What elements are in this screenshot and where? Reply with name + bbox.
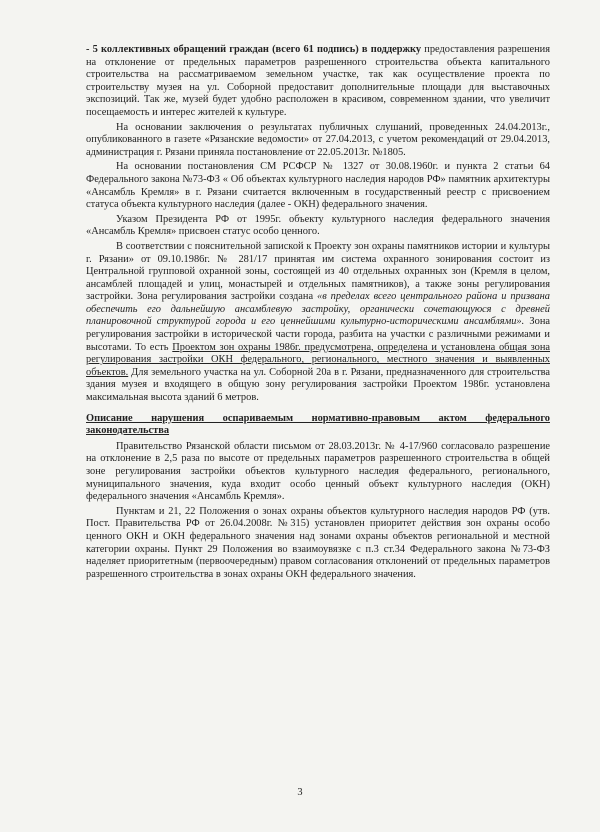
- zoning-text-a: В соответствии с пояснительной запиской к Проекту зон охраны памятников истории и культуры г. Рязани» от 09.10.1986г. № 281/17 принятая им система охранного зонирования состоит из Центральной групповой охранной зоны, состоящей из 40 отдельных охранных зон (Кремля в целом, ансамблей площадей и улиц, монастырей и отдельных памятников), а также зоны регулирования застройки. Зона регулирования застройки создана: [86, 240, 550, 303]
- paragraph-appeals: [86, 44, 550, 120]
- paragraph-hearings: На основании заключения о результатах публичных слушаний, проведенных 24.04.2013г., опубликованного в газете «Рязанские ведомости» от 27.04.2013, с учетом рекомендаций от 29.04.2013, администрация г. Рязани приняла постановление от 22.05.2013г. №1805.: [86, 121, 550, 158]
- page-number: 3: [297, 787, 303, 798]
- paragraph-resolution-1327: На основании постановления СМ РСФСР № 1327 от 30.08.1960г. и пункта 2 статьи 64 Федерального закона №73-ФЗ « Об объектах культурного наследия народов РФ» памятник архитектуры «Ансамбль Кремля» в г. Рязани считается включенным в государственный реестр с присвоением статуса объекта культурного наследия (далее - ОКН) федерального значения.: [86, 161, 550, 211]
- paragraph-government-letter: Правительство Рязанской области письмом от 28.03.2013г. № 4-17/960 согласовало разрешение на отклонение в 2,5 раза по высоте от предельных параметров разрешенного строительства в общей зоне регулирования застройки объектов культурного наследия федерального, регионального, муниципального значения, куда входит особо ценный объект культурного наследия (ОКН) федерального значения «Ансамбль Кремля».: [86, 440, 550, 503]
- zoning-quote-italic: «в пределах всего центрального района и призвана обеспечить его дальнейшую ансамблевую застройку, органически сочетающуюся с древней планировочной структурой города и его ценнейшими культурно-историческими ансамблями».: [86, 291, 550, 328]
- paragraph-zoning-project: [86, 241, 550, 405]
- paragraph-presidential-decree: Указом Президента РФ от 1995г. объекту культурного наследия федерального значения «Ансамбль Кремля» присвоен статус особо ценного.: [86, 213, 550, 238]
- zoning-underlined: Проектом зон охраны 1986г. предусмотрена, определена и установлена общая зона регулирования застройки ОКН федерального, регионального, местного значения и выявленных объектов.: [86, 341, 551, 378]
- paragraph-regulations: Пунктам и 21, 22 Положения о зонах охраны объектов культурного наследия народов РФ (утв. Пост. Правительства РФ от 26.04.2008г. №315) установлен приоритет действия зон охраны особо ценного ОКН и ОКН федерального значения над зонами охраны объектов региональной и местной категории охраны. Пункт 29 Положения во взаимоувязке с п.3 ст.34 Федерального закона №73-ФЗ наделяет приоритетным (первоочередным) правом согласования отклонений от предельных параметров разрешенного строительства в зонах охраны ОКН федерального значения.: [86, 505, 550, 580]
- zoning-text-b: Зона регулирования застройки в исторической части города, разбита на участки с различными режимами и высотами. То есть: [86, 316, 550, 353]
- appeals-lead-bold: - 5 коллективных обращений граждан (всего 61 подпись) в поддержку: [86, 44, 422, 55]
- appeals-text: предоставления разрешения на отклонение от предельных параметров разрешенного строительства объекта капитального строительства на рассматриваемом земельном участке, так как осуществление проекта по строительству музея на ул. Соборной предоставит дополнительные площади для выставочных экспозиций. Так же, музей будет удобно расположен в красивом, современном здании, что увеличит посещаемость и интерес жителей к культуре.: [86, 44, 551, 118]
- zoning-text-c: Для земельного участка на ул. Соборной 20а в г. Рязани, предназначенного для строительства здания музея и входящего в общую зону регулирования застройки Проектом 1986г. установлена максимальная высота зданий 6 метров.: [86, 366, 550, 404]
- section-heading: Описание нарушения оспариваемым нормативно-правовым актом федерального законодательства: [86, 412, 550, 437]
